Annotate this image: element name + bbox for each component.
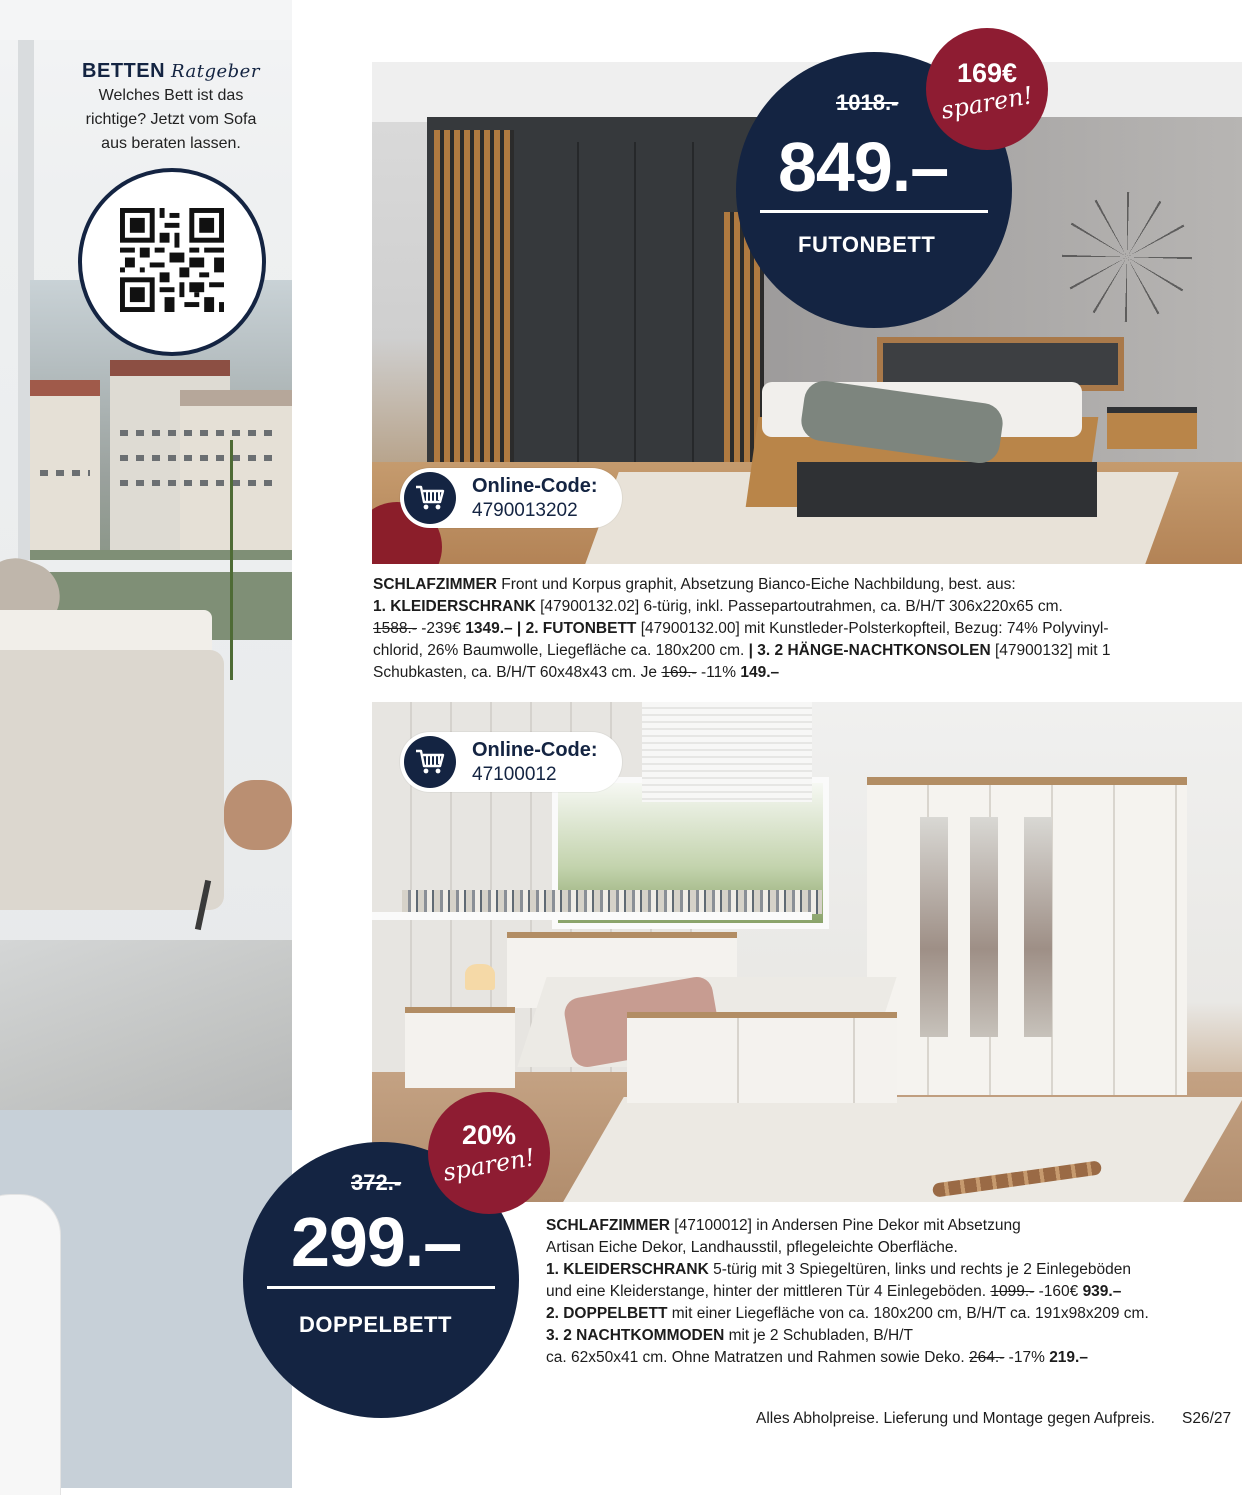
savings-badge: [926, 28, 1048, 150]
left-room-photo: [0, 0, 292, 1110]
shopping-cart-icon: [404, 736, 456, 788]
online-code-label: Online-Code:: [472, 475, 598, 497]
online-code-value: 4790013202: [472, 500, 578, 521]
desc-line: SCHLAFZIMMER [47100012] in Andersen Pine Dekor mit Absetzung: [546, 1217, 1021, 1234]
desc-line: chlorid, 26% Baumwolle, Liegefläche ca. 180x200 cm. | 3. 2 HÄNGE-NACHTKONSOLEN [47900132] mit 1: [373, 642, 1111, 659]
current-price: 849.–: [778, 128, 949, 206]
savings-word: sparen!: [440, 1143, 538, 1187]
desc-line: SCHLAFZIMMER Front und Korpus graphit, Absetzung Bianco-Eiche Nachbildung, best. aus:: [373, 576, 1016, 593]
online-code-badge[interactable]: [400, 468, 622, 528]
online-code-label: Online-Code:: [472, 739, 598, 761]
savings-amount: 169€: [956, 58, 1018, 88]
desc-line: Artisan Eiche Dekor, Landhausstil, pflegeleichte Oberfläche.: [546, 1239, 958, 1256]
offer1-description: [373, 574, 1243, 684]
desc-line: 1588.- -239€ 1349.– | 2. FUTONBETT [47900132.00] mit Kunstleder-Polsterkopfteil, Bezug: 74% Polyvinyl-: [373, 620, 1109, 637]
advisor-line: richtige? Jetzt vom Sofa: [85, 111, 257, 128]
desc-line: 2. DOPPELBETT mit einer Liegefläche von ca. 180x200 cm, B/H/T ca. 191x98x209 cm.: [546, 1305, 1149, 1322]
savings-badge: [428, 1092, 550, 1214]
shopping-cart-icon: [404, 472, 456, 524]
savings-word: sparen!: [938, 81, 1036, 125]
page-number: S26/27: [1182, 1410, 1232, 1427]
desc-line: ca. 62x50x41 cm. Ohne Matratzen und Rahmen sowie Deko. 264.- -17% 219.–: [546, 1349, 1088, 1366]
online-code-badge[interactable]: [400, 732, 622, 792]
old-price: 1018.-: [836, 90, 899, 115]
desc-line: Schubkasten, ca. B/H/T 60x48x43 cm. Je 169.- -11% 149.–: [373, 664, 780, 681]
product-name: DOPPELBETT: [299, 1312, 452, 1337]
online-code-value: 47100012: [472, 764, 557, 785]
footer-note: Alles Abholpreise. Lieferung und Montage gegen Aufpreis.: [756, 1410, 1155, 1427]
current-price: 299.–: [291, 1203, 462, 1281]
advisor-line: Welches Bett ist das: [98, 87, 244, 104]
person-shirt: [0, 1195, 60, 1495]
qr-code-icon[interactable]: [120, 208, 224, 312]
desc-line: 1. KLEIDERSCHRANK [47900132.02] 6-türig, inkl. Passepartoutrahmen, ca. B/H/T 306x220x65 cm.: [373, 598, 1063, 615]
advisor-title: BETTEN Ratgeber: [82, 60, 260, 82]
offer2-description: [546, 1215, 1246, 1369]
desc-line: 3. 2 NACHTKOMMODEN mit je 2 Schubladen, B/H/T: [546, 1327, 913, 1344]
advisor-line: aus beraten lassen.: [101, 135, 241, 152]
desc-line: 1. KLEIDERSCHRANK 5-türig mit 3 Spiegeltüren, links und rechts je 2 Einlegeböden: [546, 1261, 1131, 1278]
advisor-title-script: Ratgeber: [171, 61, 260, 82]
product-name: FUTONBETT: [798, 232, 936, 257]
old-price: 372.-: [351, 1170, 402, 1195]
savings-amount: 20%: [461, 1120, 517, 1150]
desc-line: und eine Kleiderstange, hinter der mittleren Tür 4 Einlegeböden. 1099.- -160€ 939.–: [546, 1283, 1122, 1300]
bed-advisor-box: [40, 60, 302, 155]
